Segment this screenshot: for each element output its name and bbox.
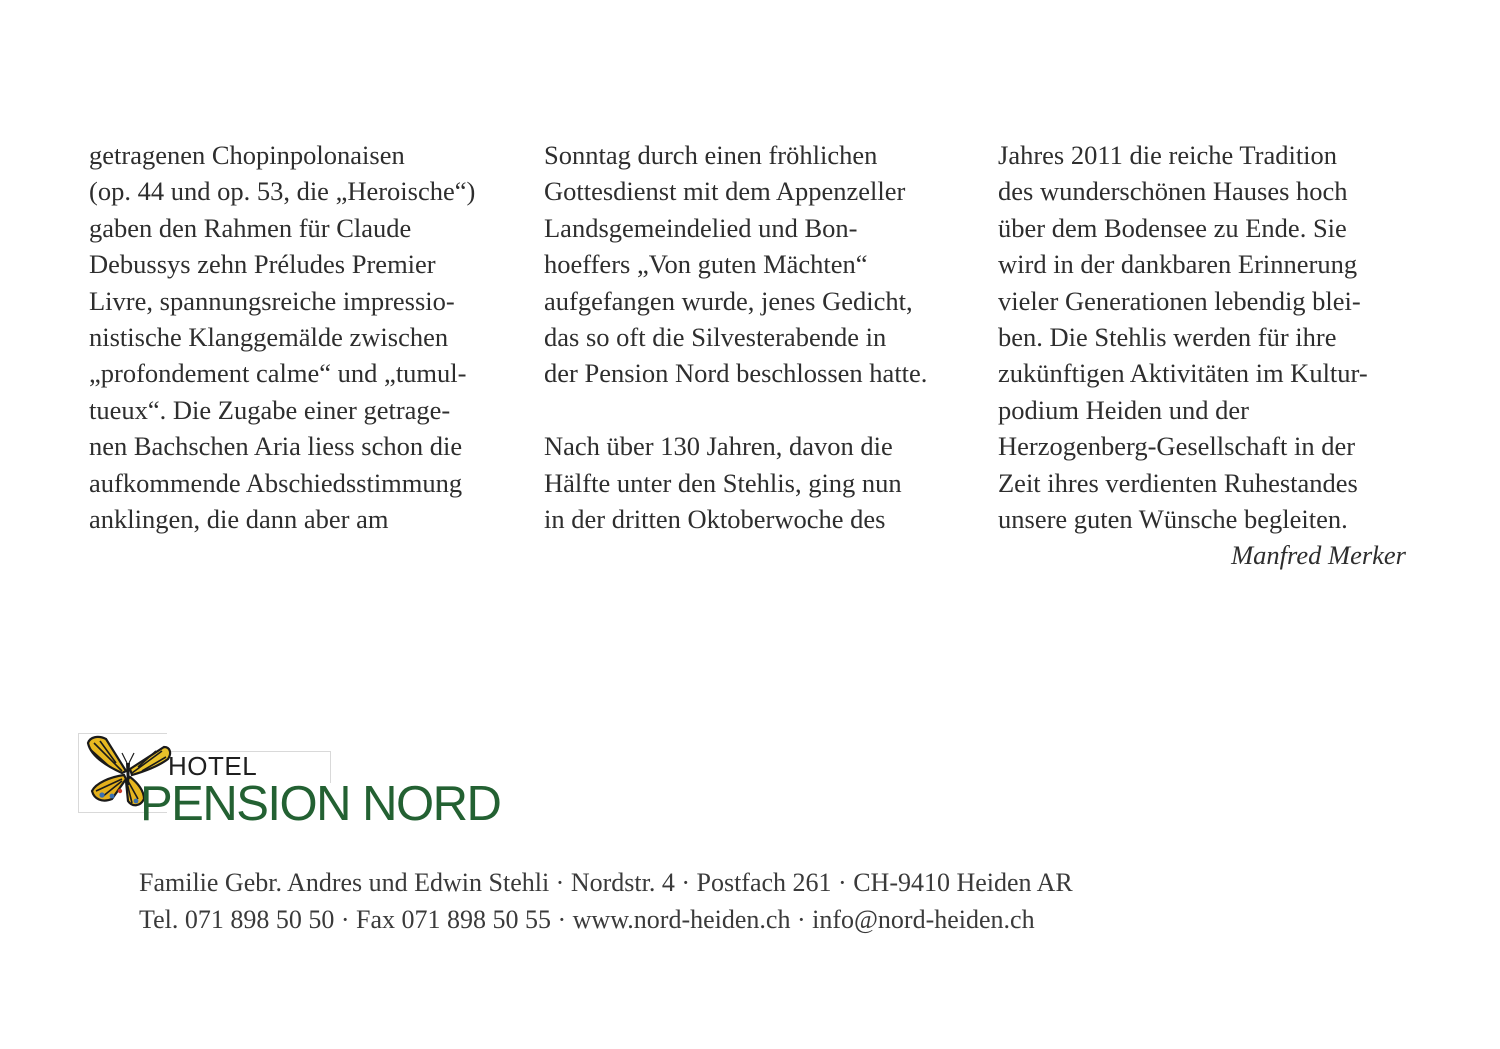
article-column-1 xyxy=(89,137,475,537)
text-line: unsere guten Wünsche begleiten. xyxy=(998,503,1348,534)
hotel-logo xyxy=(78,733,518,831)
text-line: Jahres 2011 die reiche Tradition xyxy=(998,140,1338,170)
text-line: aufkommende Abschiedsstimmung xyxy=(89,467,463,498)
text-line: hoeffers „Von guten Mächten“ xyxy=(544,249,868,280)
text-line: Landsgemeindelied und Bon- xyxy=(544,212,858,243)
text-line: aufgefangen wurde, jenes Gedicht, xyxy=(544,285,913,316)
text-line: Sonntag durch einen fröhlichen xyxy=(544,140,878,170)
text-line: getragenen Chopinpolonaisen xyxy=(89,140,405,170)
text-line: (op. 44 und op. 53, die „Heroische“) xyxy=(89,176,476,207)
text-line: anklingen, die dann aber am xyxy=(89,503,389,534)
text-line: gaben den Rahmen für Claude xyxy=(89,212,412,243)
text-line: zukünftigen Aktivitäten im Kultur- xyxy=(998,358,1368,389)
contact-line: Tel. 071 898 50 50 · Fax 071 898 50 55 · www.nord-heiden.ch · info@nord-heiden.ch xyxy=(139,904,1035,934)
article-column-2 xyxy=(544,137,927,537)
text-line: über dem Bodensee zu Ende. Sie xyxy=(998,212,1347,243)
text-line: Herzogenberg-Gesellschaft in der xyxy=(998,431,1356,462)
text-line: des wunderschönen Hauses hoch xyxy=(998,176,1348,207)
logo-hotel-text: HOTEL xyxy=(168,751,258,781)
text-line: tueux“. Die Zugabe einer getrage- xyxy=(89,394,451,425)
text-line: in der dritten Oktoberwoche des xyxy=(544,503,886,534)
text-line: podium Heiden und der xyxy=(998,394,1249,425)
text-line: vieler Generationen lebendig blei- xyxy=(998,285,1361,316)
text-line: Nach über 130 Jahren, davon die xyxy=(544,431,893,462)
author-signature: Manfred Merker xyxy=(1231,540,1406,571)
logo-name-text: PENSION NORD xyxy=(140,777,501,831)
address-line: Familie Gebr. Andres und Edwin Stehli · Nordstr. 4 · Postfach 261 · CH-9410 Heiden AR xyxy=(139,868,1073,897)
text-line: „profondement calme“ und „tumul- xyxy=(89,358,467,389)
text-line: Debussys zehn Préludes Premier xyxy=(89,249,436,280)
article-column-3 xyxy=(998,137,1406,574)
text-line: ben. Die Stehlis werden für ihre xyxy=(998,321,1337,352)
text-line: Livre, spannungsreiche impressio- xyxy=(89,285,455,316)
text-line: nen Bachschen Aria liess schon die xyxy=(89,431,463,462)
text-line: das so oft die Silvesterabende in xyxy=(544,321,887,352)
text-line: der Pension Nord beschlossen hatte. xyxy=(544,358,928,389)
text-line: Zeit ihres verdienten Ruhestandes xyxy=(998,467,1358,498)
address-block xyxy=(139,865,1073,938)
text-line: Hälfte unter den Stehlis, ging nun xyxy=(544,467,902,498)
text-line: nistische Klanggemälde zwischen xyxy=(89,321,449,352)
text-line: wird in der dankbaren Erinnerung xyxy=(998,249,1358,280)
paragraph-gap xyxy=(544,392,927,428)
text-line: Gottesdienst mit dem Appenzeller xyxy=(544,176,906,207)
